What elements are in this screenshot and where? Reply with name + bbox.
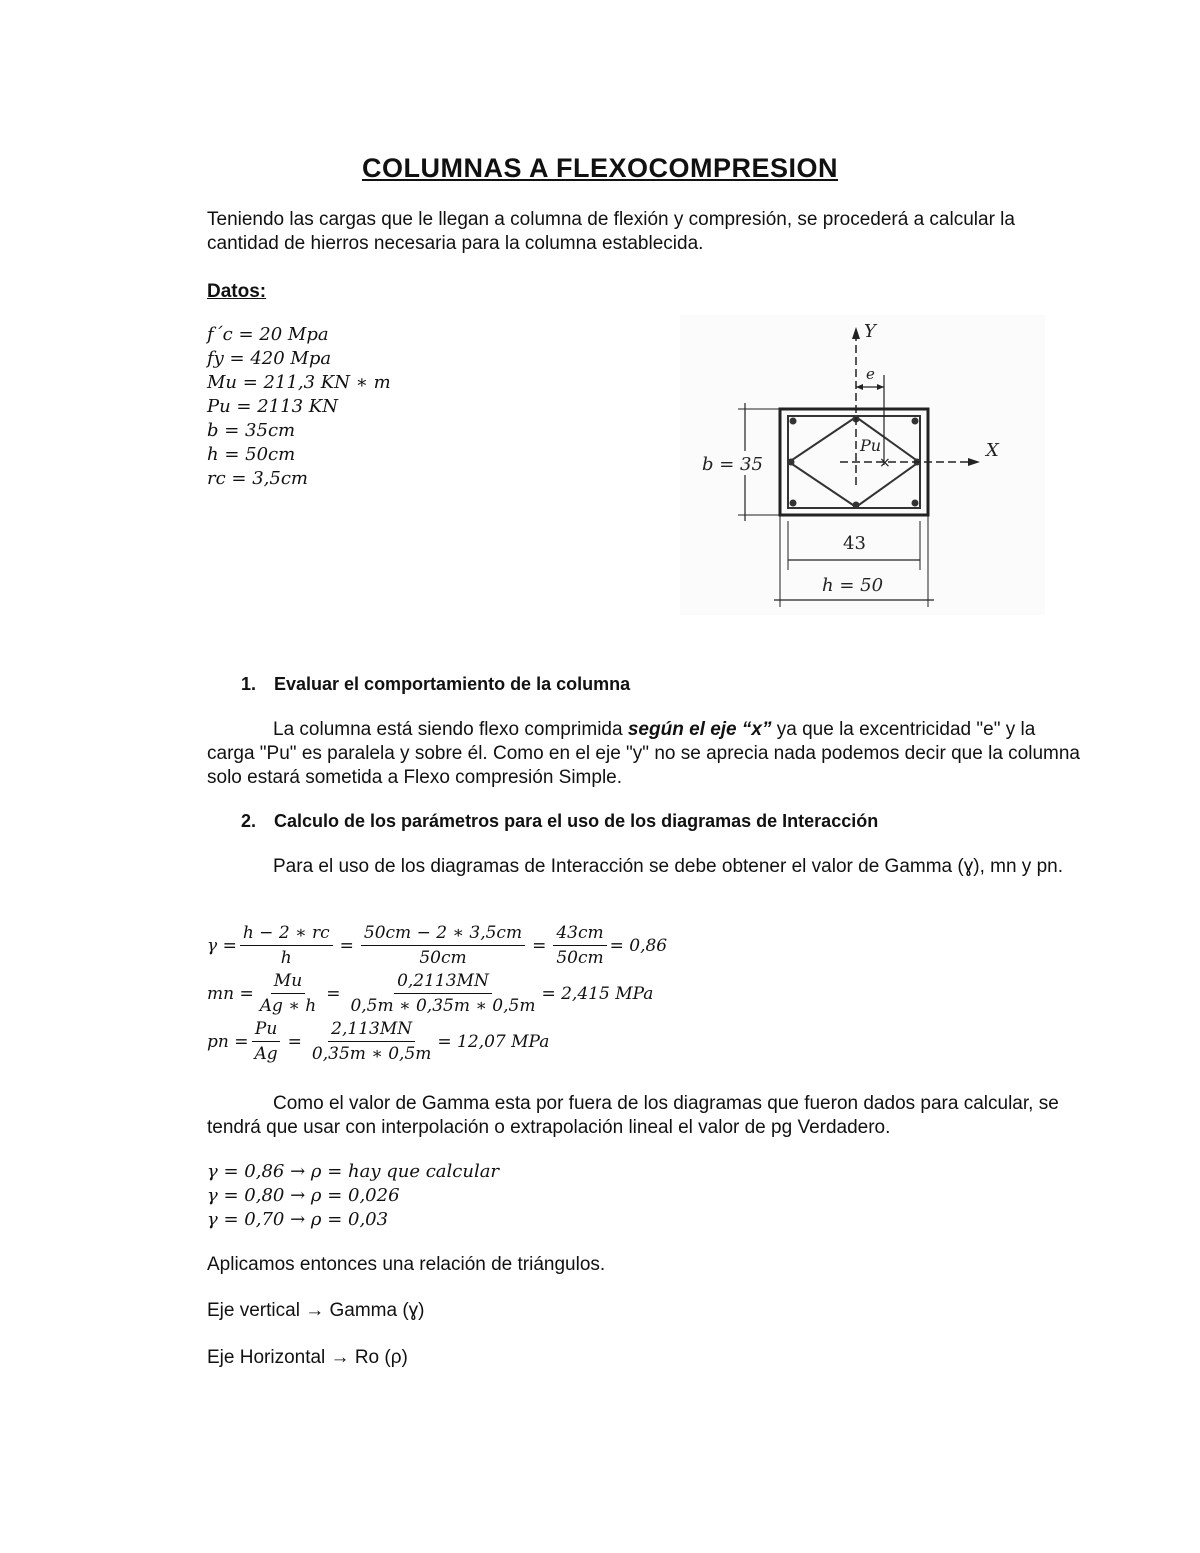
dato-pu: Pu = 2113 KN [207, 396, 338, 417]
eq-gamma-f2-den: 50cm [419, 948, 467, 968]
eq-pn-f1-den: Ag [254, 1044, 278, 1064]
interpolation-paragraph: Como el valor de Gamma esta por fuera de los diagramas que fueron dados para calcular, se tendrá que usar con interpolación o extrapolación lineal el valor de pg Verdadero. [207, 1093, 1059, 1138]
section1-heading: Evaluar el comportamiento de la columna [274, 674, 631, 694]
e-label: e [866, 365, 875, 383]
eq-gamma-f2-num: 50cm − 2 ∗ 3,5cm [361, 922, 525, 946]
interp-line-1: γ = 0,86 → ρ = hay que calcular [207, 1161, 500, 1182]
h-dimension-label: h = 50 [822, 575, 884, 596]
interpolation-lines [207, 1160, 499, 1232]
equation-mn: mn = $\frac{Mu}{Ag ∗ h}$ = $\frac{0,2113MN}{0,5m ∗ 0,35m ∗ 0,5m}$ = 2,415 MPa [207, 971, 654, 1016]
y-axis-label: Y [864, 321, 876, 342]
eq-mn-f1-den: Ag ∗ h [259, 996, 317, 1016]
equation-pn: pn = $\frac{Pu}{Ag}$ = $\frac{2,113MN}{0,35m ∗ 0,5m}$ = 12,07 MPa [207, 1019, 550, 1064]
eq-pn-f2-num: 2,113MN [328, 1018, 415, 1042]
eq-mn-f2-den: 0,5m ∗ 0,35m ∗ 0,5m [350, 996, 536, 1016]
interp-line-3: γ = 0,70 → ρ = 0,03 [207, 1209, 389, 1230]
eq-gamma-f3-den: 50cm [556, 948, 604, 968]
dato-mu: Mu = 211,3 KN ∗ m [207, 372, 391, 393]
datos-label: Datos: [207, 281, 267, 302]
eq-mn-f1-num: Mu [271, 970, 305, 994]
axis-vertical-text: Eje vertical → Gamma (ɣ) [207, 1300, 425, 1321]
section1-number: 1. [241, 674, 257, 694]
svg-text:×: × [879, 455, 891, 471]
page-title: COLUMNAS A FLEXOCOMPRESION [361, 153, 838, 183]
b-dimension-label: b = 35 [702, 454, 763, 475]
eq-mn-lhs: mn = [207, 983, 254, 1004]
eq-pn-f2-den: 0,35m ∗ 0,5m [311, 1044, 432, 1064]
section1-text-before: La columna está siendo flexo comprimida [273, 719, 628, 740]
inner-dimension-label: 43 [843, 533, 866, 554]
eq-pn-lhs: pn = [207, 1031, 249, 1052]
dato-b: b = 35cm [207, 420, 296, 441]
section1-text-after: ya que la excentricidad "e" y la carga "Pu" es paralela y sobre él. Como en el eje "y" no se aprecia nada podemos decir que la columna solo estará sometida a Flexo compresión Simple. [207, 719, 1080, 788]
section1-paragraph [207, 718, 1087, 790]
dato-fc: f´c = 20 Mpa [207, 324, 329, 345]
axis-horizontal-text: Eje Horizontal → Ro (ρ) [207, 1347, 408, 1368]
eq-pn-result: = 12,07 MPa [437, 1031, 550, 1052]
eq-pn-f1-num: Pu [252, 1018, 280, 1042]
eq-gamma-f1-den: h [280, 948, 292, 968]
dato-fy: fy = 420 Mpa [207, 348, 332, 369]
eq-mn-result: = 2,415 MPa [541, 983, 654, 1004]
section1-text-emph: según el eje “x” [627, 719, 772, 740]
interp-line-2: γ = 0,80 → ρ = 0,026 [207, 1185, 400, 1206]
equation-gamma: γ = $\frac{h - 2 ∗ rc}{h}$ = $\frac{50cm - 2 ∗ 3,5cm}{50cm}$ = $\frac{43cm}{50cm}$ = 0,86 [207, 923, 668, 968]
datos-list [207, 323, 391, 491]
eq-mn-f2-num: 0,2113MN [394, 970, 492, 994]
eq-gamma-f1-num: h − 2 ∗ rc [240, 922, 333, 946]
eq-gamma-f3-num: 43cm [553, 922, 606, 946]
dato-h: h = 50cm [207, 444, 296, 465]
section2-paragraph: Para el uso de los diagramas de Interacción se debe obtener el valor de Gamma (ɣ), mn y pn. [273, 856, 1063, 877]
section2-number: 2. [241, 811, 257, 831]
pu-label: Pu [860, 436, 882, 455]
intro-paragraph: Teniendo las cargas que le llegan a columna de flexión y compresión, se procederá a calcular la cantidad de hierros necesaria para la columna establecida. [207, 209, 1015, 254]
column-section-figure [680, 315, 1045, 615]
eq-gamma-lhs: γ = [207, 935, 237, 956]
eq-gamma-result: = 0,86 [609, 935, 668, 956]
x-axis-label: X [986, 440, 999, 461]
dato-rc: rc = 3,5cm [207, 468, 308, 489]
section2-heading: Calculo de los parámetros para el uso de los diagramas de Interacción [274, 811, 879, 831]
triangles-text: Aplicamos entonces una relación de triángulos. [207, 1254, 606, 1275]
